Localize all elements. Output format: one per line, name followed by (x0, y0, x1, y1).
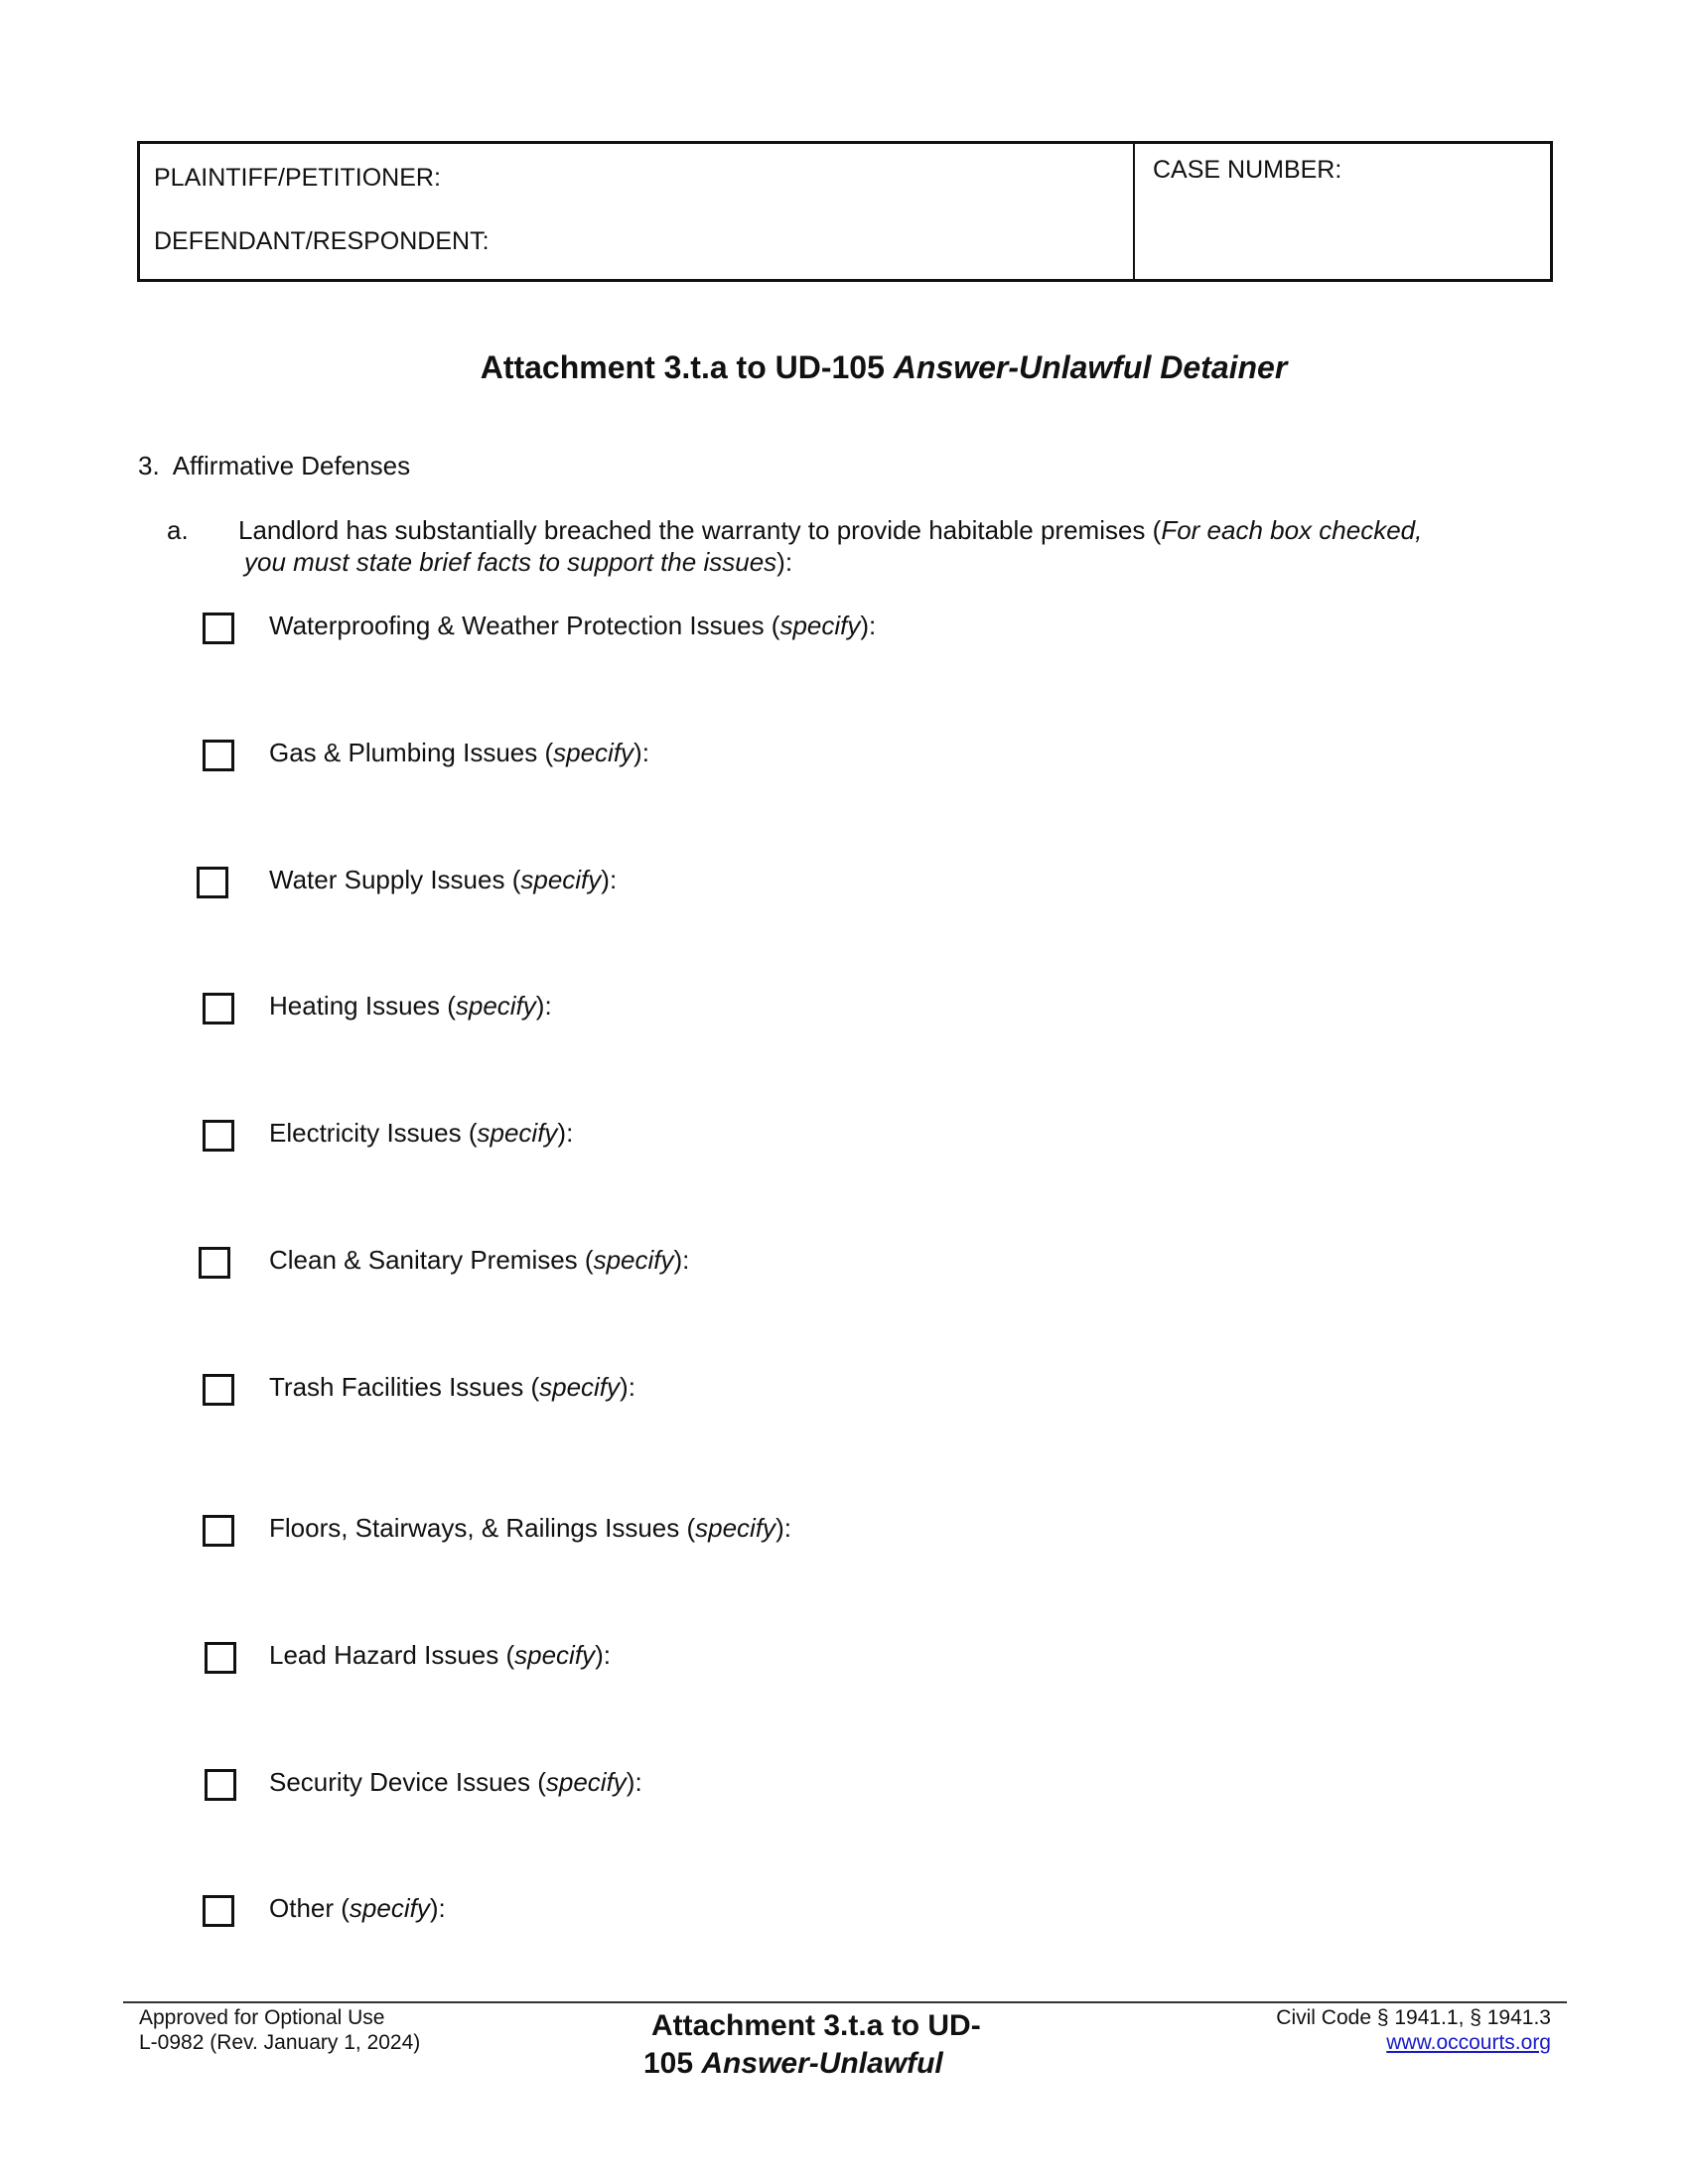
checkbox-label: Security Device Issues (specify): (269, 1767, 642, 1797)
checkbox[interactable] (203, 613, 234, 644)
checkbox-label: Gas & Plumbing Issues (specify): (269, 738, 649, 767)
checkbox-label-text: Electricity Issues (269, 1118, 462, 1148)
specify-text: specify (695, 1513, 776, 1543)
item-a-line2 (244, 547, 792, 578)
checkbox-label-text: Trash Facilities Issues (269, 1372, 524, 1402)
checkbox-label: Waterproofing & Weather Protection Issues (specify): (269, 611, 877, 640)
item-a-italic-1: For each box checked, (1161, 515, 1423, 545)
footer-title-num: 105 (643, 2047, 702, 2080)
item-a-italic-2: you must state brief facts to support the issues (244, 547, 777, 577)
item-a-line1 (238, 515, 1422, 546)
item-a-text: Landlord has substantially breached the warranty to provide habitable premises ( (238, 515, 1162, 545)
defendant-label: DEFENDANT/RESPONDENT: (154, 227, 490, 255)
specify-text: specify (593, 1245, 674, 1275)
page-title (0, 349, 1688, 386)
footer-civil-code: Civil Code § 1941.1, § 1941.3 (1276, 2006, 1551, 2029)
specify-text: specify (514, 1640, 596, 1670)
footer-form-id: L-0982 (Rev. January 1, 2024) (139, 2031, 421, 2054)
footer-rule (123, 2001, 1567, 2003)
checkbox-label: Heating Issues (specify): (269, 991, 552, 1021)
title-main: Attachment 3.t.a to UD-105 (480, 349, 894, 385)
checkbox[interactable] (203, 740, 234, 771)
checkbox-label: Water Supply Issues (specify): (269, 865, 618, 894)
plaintiff-label: PLAINTIFF/PETITIONER: (154, 164, 441, 192)
section-number: 3. (138, 451, 160, 480)
footer-title-line1: Attachment 3.t.a to UD- (651, 2009, 981, 2042)
checkbox-label-text: Waterproofing & Weather Protection Issues (269, 611, 765, 640)
checkbox-label: Trash Facilities Issues (specify): (269, 1372, 635, 1402)
footer-title-italic: Answer-Unlawful (701, 2047, 943, 2080)
checkbox[interactable] (205, 1769, 236, 1801)
footer-link[interactable]: www.occourts.org (1386, 2031, 1551, 2054)
checkbox-label: Clean & Sanitary Premises (specify): (269, 1245, 690, 1275)
checkbox-label-text: Heating Issues (269, 991, 440, 1021)
checkbox[interactable] (203, 1895, 234, 1927)
section-heading (138, 451, 410, 481)
specify-text: specify (779, 611, 861, 640)
checkbox-label-text: Floors, Stairways, & Railings Issues (269, 1513, 680, 1543)
specify-text: specify (545, 1767, 627, 1797)
checkbox-label-text: Other (269, 1893, 335, 1923)
checkbox[interactable] (199, 1247, 230, 1279)
checkbox-label-text: Lead Hazard Issues (269, 1640, 499, 1670)
checkbox[interactable] (197, 867, 228, 898)
checkbox[interactable] (203, 1120, 234, 1152)
checkbox-label-text: Clean & Sanitary Premises (269, 1245, 578, 1275)
specify-text: specify (349, 1893, 430, 1923)
specify-text: specify (455, 991, 536, 1021)
checkbox-label: Floors, Stairways, & Railings Issues (specify): (269, 1513, 791, 1543)
specify-text: specify (553, 738, 634, 767)
footer-approved: Approved for Optional Use (139, 2006, 385, 2029)
item-a-end: ): (776, 547, 793, 577)
checkbox-label: Electricity Issues (specify): (269, 1118, 574, 1148)
checkbox-label-text: Water Supply Issues (269, 865, 505, 894)
checkbox[interactable] (203, 1374, 234, 1406)
section-label: Affirmative Defenses (172, 451, 411, 480)
specify-text: specify (477, 1118, 558, 1148)
title-italic: Answer-Unlawful Detainer (893, 349, 1288, 385)
checkbox-label: Lead Hazard Issues (specify): (269, 1640, 611, 1670)
checkbox[interactable] (205, 1642, 236, 1674)
item-letter: a. (167, 515, 189, 545)
checkbox-label-text: Gas & Plumbing Issues (269, 738, 538, 767)
checkbox[interactable] (203, 993, 234, 1024)
specify-text: specify (520, 865, 602, 894)
footer-title-line2 (643, 2047, 943, 2081)
caption-divider (1133, 144, 1135, 279)
case-number-label: CASE NUMBER: (1153, 156, 1342, 184)
checkbox[interactable] (203, 1515, 234, 1547)
caption-box (137, 141, 1553, 282)
checkbox-label-text: Security Device Issues (269, 1767, 530, 1797)
specify-text: specify (539, 1372, 621, 1402)
checkbox-label: Other (specify): (269, 1893, 446, 1923)
